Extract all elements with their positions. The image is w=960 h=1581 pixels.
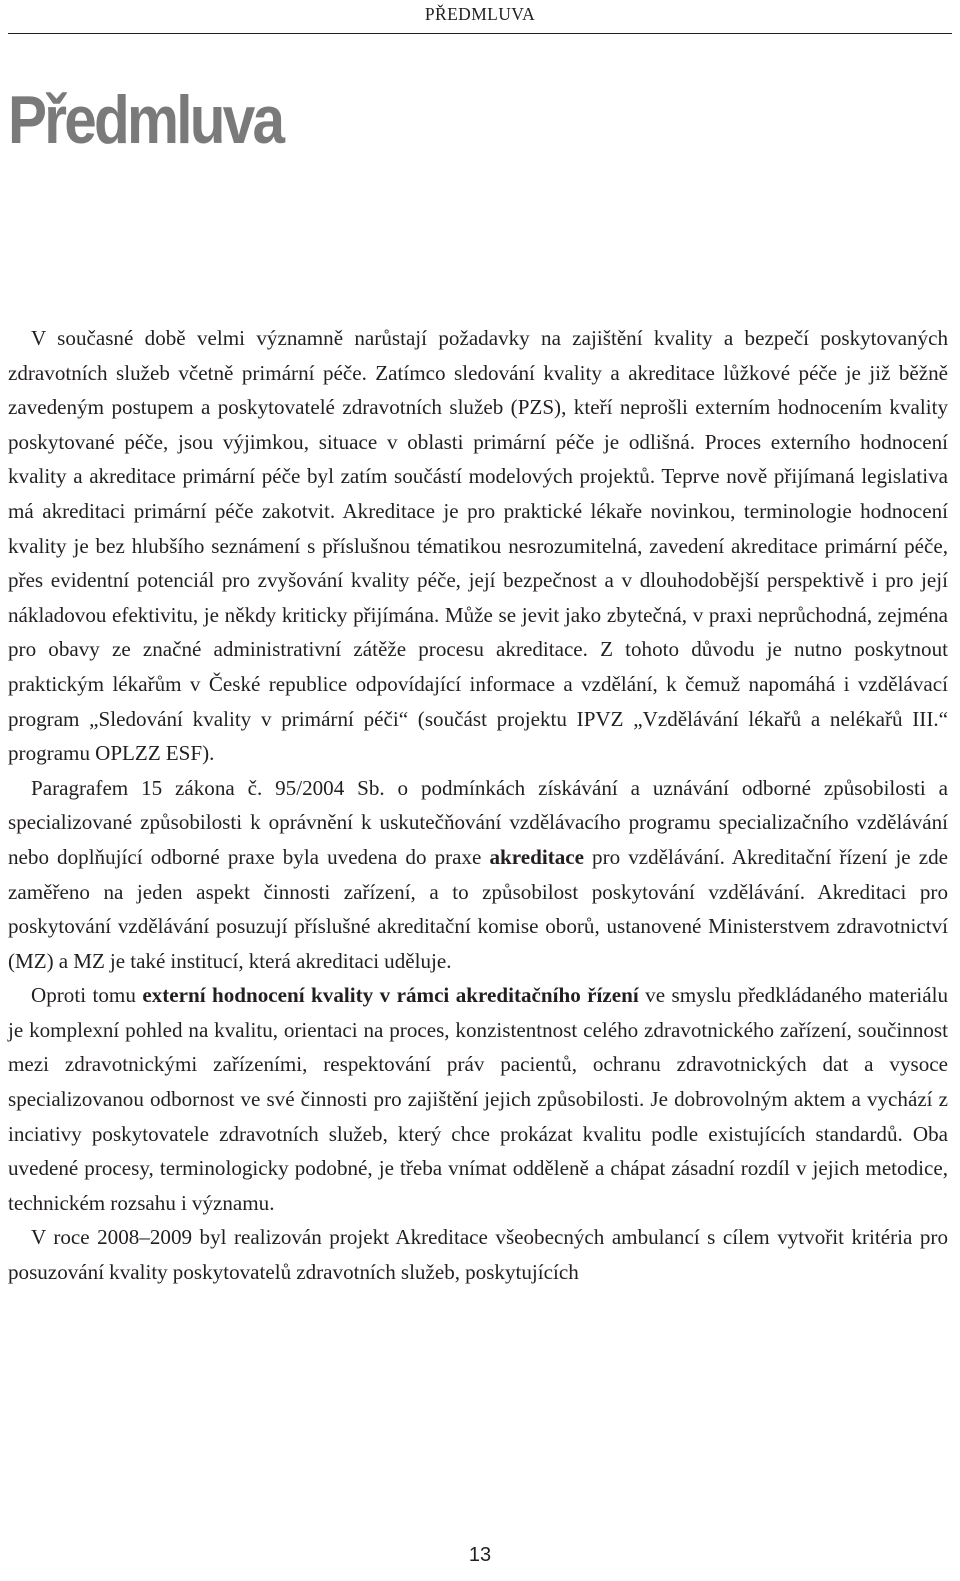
paragraph-2-text-a: Paragrafem 15 zákona č. 95/2004 Sb. o podmínkách získávání a uznávání odborné způsobilosti a specializované způsobilosti k oprávnění k uskutečňování vzdělávacího programu specializačního vzdělávání nebo doplňující odborné praxe byla uvedena do praxe bbox=[8, 775, 948, 869]
paragraph-2 bbox=[8, 771, 948, 979]
paragraph-1-text: V současné době velmi významně narůstají požadavky na zajištění kvality a bezpečí poskytovaných zdravotních služeb včetně primární péče. Zatímco sledování kvality a akreditace lůžkové péče je již běžně zavedeným postupem a poskytovatelé zdravotních služeb (PZS), kteří neprošli externím hodnocením kvality poskytované péče, jsou výjimkou, situace v oblasti primární péče je odlišná. Proces externího hodnocení kvality a akreditace primární péče byl zatím součástí modelových projektů. Teprve nově přijímaná legislativa má akreditaci primární péče zakotvit. Akreditace je pro praktické lékaře novinkou, terminologie hodnocení kvality je bez hlubšího seznámení s příslušnou tématikou nesrozumitelná, zavedení akreditace primární péče, přes evidentní potenciál pro zvyšování kvality péče, její bezpečnost a v dlouhodobější perspektivě i pro její nákladovou efektivitu, je někdy kriticky přijímána. Může se jevit jako zbytečná, v praxi neprůchodná, zejména pro obavy ze značné administrativní zátěže procesu akreditace. Z tohoto důvodu je nutno poskytnout praktickým lékařům v České republice odpovídající informace a vzdělání, k čemuž napomáhá i vzdělávací program „Sledování kvality v primární péči“ (součást projektu IPVZ „Vzdělávání lékařů a nelékařů III.“ programu OPLZZ ESF). bbox=[8, 326, 948, 766]
paragraph-4-text: V roce 2008–2009 byl realizován projekt Akreditace všeobecných ambulancí s cílem vytvořit kritéria pro posuzování kvality poskytovatelů zdravotních služeb, poskytujících bbox=[8, 1225, 948, 1285]
paragraph-3-text-a: Oproti tomu bbox=[31, 983, 143, 1008]
paragraph-4 bbox=[8, 1220, 948, 1289]
page-number: 13 bbox=[468, 1544, 492, 1566]
paragraph-2-text-b: pro vzdělávání. Akreditační řízení je zde zaměřeno na jeden aspekt činnosti zařízení, a to způsobilost poskytování vzdělávání. Akreditaci pro poskytování vzdělávání posuzují příslušné akreditační komise oborů, ustanovené Ministerstvem zdravotnictví (MZ) a MZ je také institucí, která akreditaci uděluje. bbox=[8, 844, 948, 973]
paragraph-3-text-b: ve smyslu předkládaného materiálu je komplexní pohled na kvalitu, orientaci na proces, konzistentnost celého zdravotnického zařízení, součinnost mezi zdravotnickými zařízeními, respektování práv pacientů, ochranu zdravotnických dat a vysoce specializovanou odbornost ve své činnosti pro zajištění jejich způsobilosti. Je dobrovolným aktem a vychází z inciativy poskytovatele zdravotních služeb, který chce prokázat kvalitu podle existujících standardů. Oba uvedené procesy, terminologicky podobné, je třeba vnímat odděleně a chápat zásadní rozdíl v jejich metodice, technickém rozsahu i významu. bbox=[8, 983, 948, 1215]
paragraph-2-bold-term: akreditace bbox=[489, 844, 584, 869]
body-text bbox=[8, 321, 948, 1290]
paragraph-3 bbox=[8, 978, 948, 1220]
paragraph-3-bold-term: externí hodnocení kvality v rámci akreditačního řízení bbox=[142, 983, 639, 1008]
running-header: PŘEDMLUVA bbox=[8, 0, 952, 34]
chapter-title: Předmluva bbox=[8, 82, 283, 158]
paragraph-1 bbox=[8, 321, 948, 771]
